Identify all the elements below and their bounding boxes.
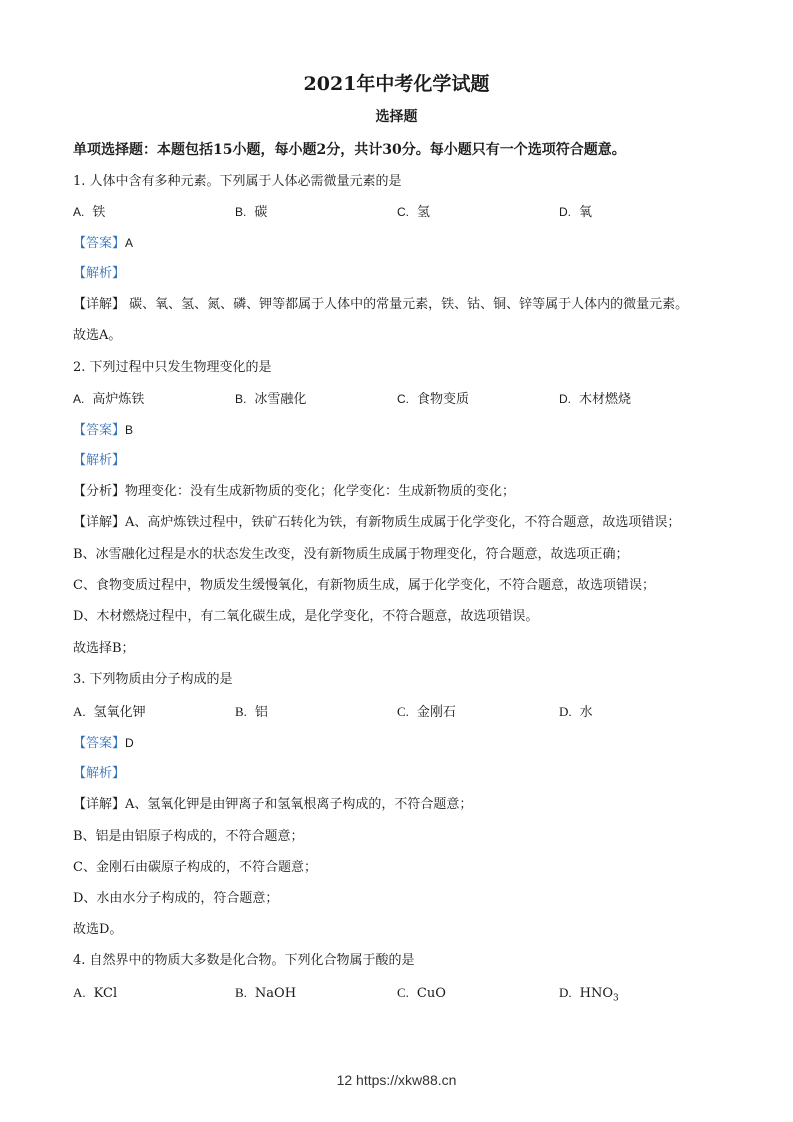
q2-detail-a: 【详解】A、高炉炼铁过程中，铁矿石转化为铁，有新物质生成属于化学变化，不符合题意，故选项错误； — [73, 515, 681, 530]
q3-option-b: B. 铝 — [235, 704, 268, 720]
q3-detail-d: D、水由水分子构成的，符合题意； — [73, 891, 279, 906]
q3-option-c: C. 金刚石 — [397, 704, 456, 720]
q1-answer-value: A — [125, 236, 134, 250]
answer-label: 【答案】 — [73, 236, 126, 251]
q2-fenxi: 【分析】物理变化：没有生成新物质的变化；化学变化：生成新物质的变化； — [73, 484, 516, 499]
q1-analysis-label: 【解析】 — [73, 266, 126, 281]
q2-answer-value: B — [125, 423, 134, 437]
q2-analysis-label: 【解析】 — [73, 453, 126, 468]
q4-option-d-subscript: 3 — [613, 993, 619, 1004]
q4-stem: 4. 自然界中的物质大多数是化合物。下列化合物属于酸的是 — [73, 953, 415, 968]
q2-detail-c: C、食物变质过程中，物质发生缓慢氧化，有新物质生成，属于化学变化，不符合题意，故选项错误； — [73, 578, 655, 593]
answer-label: 【答案】 — [73, 423, 126, 438]
q1-answer — [73, 234, 133, 253]
q4-option-a: A. KCl — [73, 985, 118, 1001]
q1-detail: 【详解】 碳、氧、氢、氮、磷、钾等都属于人体中的常量元素，铁、钴、铜、锌等属于人体内的微量元素。 — [73, 297, 689, 312]
q3-conclusion: 故选D。 — [73, 922, 123, 937]
q3-option-d: D. 水 — [559, 704, 593, 720]
q4-option-b: B. NaOH — [235, 985, 297, 1001]
q3-analysis-label: 【解析】 — [73, 766, 126, 781]
section-subtitle: 选择题 — [375, 109, 418, 125]
q4-option-c: C. CuO — [397, 985, 446, 1001]
q2-option-d: D. 木材燃烧 — [559, 392, 632, 407]
q1-option-b: B. 碳 — [235, 205, 268, 220]
q2-option-a: A. 高炉炼铁 — [73, 392, 145, 407]
q1-stem: 1. 人体中含有多种元素。下列属于人体必需微量元素的是 — [73, 174, 402, 189]
q3-answer — [73, 734, 134, 753]
answer-label: 【答案】 — [73, 736, 126, 751]
q3-answer-value: D — [125, 736, 134, 750]
q2-option-b: B. 冰雪融化 — [235, 392, 307, 407]
q1-option-c: C. 氢 — [397, 205, 431, 220]
q3-detail-a: 【详解】A、氢氧化钾是由钾离子和氢氧根离子构成的，不符合题意； — [73, 797, 473, 812]
q2-option-c: C. 食物变质 — [397, 392, 470, 407]
q2-detail-b: B、冰雪融化过程是水的状态发生改变，没有新物质生成属于物理变化，符合题意，故选项正确； — [73, 547, 629, 562]
q2-detail-d: D、木材燃烧过程中，有二氧化碳生成，是化学变化，不符合题意，故选项错误。 — [73, 609, 539, 624]
q2-conclusion: 故选择B； — [73, 641, 135, 656]
q1-option-d: D. 氧 — [559, 205, 593, 220]
q3-detail-b: B、铝是由铝原子构成的，不符合题意； — [73, 829, 304, 844]
q3-stem: 3. 下列物质由分子构成的是 — [73, 672, 233, 687]
section-heading: 单项选择题：本题包括15小题，每小题2分，共计30分。每小题只有一个选项符合题意。 — [73, 142, 626, 158]
q1-option-a: A. 铁 — [73, 205, 106, 220]
page-footer[interactable]: 12 https://xkw88.cn — [336, 1072, 457, 1088]
q1-conclusion: 故选A。 — [73, 328, 122, 343]
page-title: 2021年中考化学试题 — [303, 73, 490, 95]
q3-detail-c: C、金刚石由碳原子构成的，不符合题意； — [73, 860, 317, 875]
q2-answer — [73, 421, 133, 440]
q2-stem: 2. 下列过程中只发生物理变化的是 — [73, 360, 272, 375]
q4-option-d: D. $HNO_3$ — [559, 985, 619, 1004]
q3-option-a: A. 氢氧化钾 — [73, 704, 146, 720]
